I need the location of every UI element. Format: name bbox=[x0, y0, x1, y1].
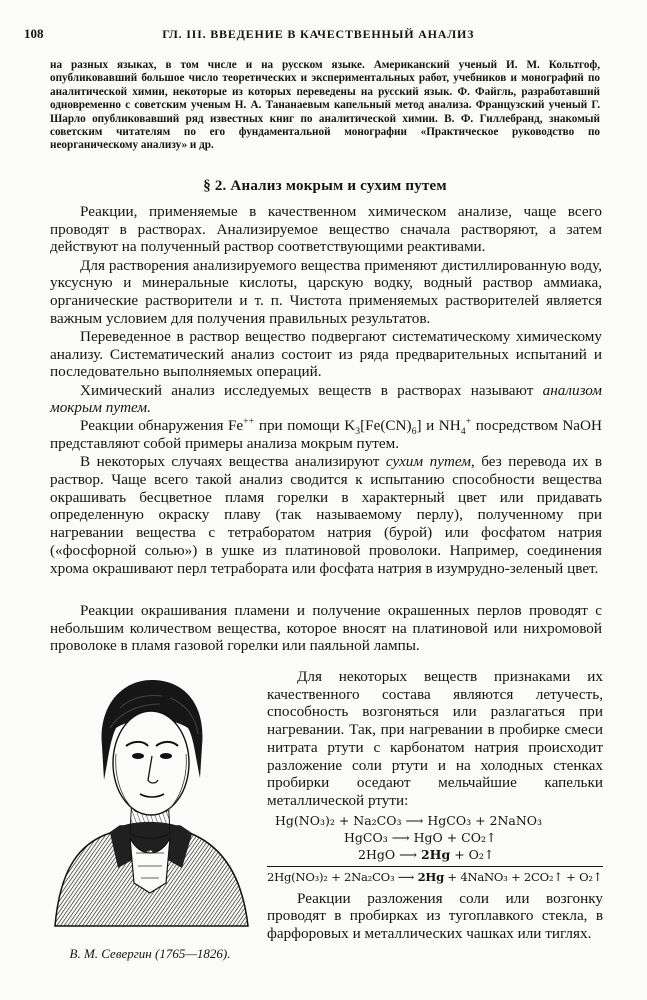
k-subscript: 3 bbox=[355, 426, 361, 438]
p5-part-b: при помощи K bbox=[254, 417, 356, 435]
page-number: 108 bbox=[24, 26, 44, 41]
left-eye bbox=[132, 753, 144, 759]
paragraph-5 bbox=[50, 417, 602, 452]
p5-part-e: посредством NaOH представляют собой примеры анализа мокрым путем. bbox=[50, 417, 602, 453]
sum-rule bbox=[267, 866, 603, 867]
nh4-charge: + bbox=[465, 416, 472, 428]
paragraph-1: Реакции, применяемые в качественном химическом анализе, чаще всего проводят в растворах. Анализируемое вещество сначала растворяют, а затем действуют на полученный раствор соответствующими реактивами. bbox=[50, 203, 602, 256]
eq3-right: + O₂↑ bbox=[450, 846, 495, 862]
eq4-right: + 4NaNO₃ + 2CO₂↑ + O₂↑ bbox=[443, 869, 603, 884]
equation-sum bbox=[267, 869, 603, 886]
equation-1: Hg(NO₃)₂ + Na₂CO₃ ⟶ HgCO₃ + 2NaNO₃ bbox=[275, 812, 543, 828]
eq4-mercury: 2Hg bbox=[417, 869, 444, 884]
eq3-mercury: 2Hg bbox=[420, 846, 451, 862]
page-header bbox=[24, 24, 623, 44]
intro-bibliography-paragraph: на разных языках, в том числе и на русском языке. Американский ученый И. М. Кольтгоф, опубликовавший большое число теоретических и экспериментальных работ, учебников и монографий по аналитической химии, некоторые из которых переведены на русский язык. Ф. Файгль, разработавший одновременно с советским ученым Н. А. Тананаевым капельный метод анализа. Французский ученый Г. Шарло опубликовавший ряд известных книг по аналитической химии. В. Ф. Гиллебранд, знакомый советским читателям по его фундаментальной монографии «Практическое руководство по неорганическому анализу» и др. bbox=[50, 59, 600, 152]
p5-part-a: Реакции обнаружения Fe bbox=[80, 417, 244, 435]
main-text bbox=[50, 203, 602, 577]
right-eye bbox=[160, 753, 172, 759]
cn-subscript: 6 bbox=[411, 426, 417, 438]
paragraph-9: Реакции разложения соли или возгонку проводят в пробирках из тугоплавкого стекла, в фарфоровых и металлических чашках или тиглях. bbox=[267, 889, 603, 943]
paragraph-2: Для растворения анализируемого вещества применяют дистиллированную воду, уксусную и минеральные кислоты, царскую водку, водный раствор аммиака, органические растворители и т. п. Чистота применяемых растворителей является важным условием для получения правильных результатов. bbox=[50, 256, 602, 327]
eq4-left: 2Hg(NO₃)₂ + 2Na₂CO₃ ⟶ bbox=[267, 869, 418, 884]
paragraph-4 bbox=[50, 382, 602, 417]
term-dry-analysis: сухим путем bbox=[385, 453, 471, 471]
right-column bbox=[267, 668, 603, 943]
paragraph-6-start: В некоторых случаях вещества анализируют bbox=[80, 453, 380, 471]
eq3-left: 2HgO ⟶ bbox=[358, 846, 421, 862]
nh4-subscript: 4 bbox=[460, 426, 466, 438]
equation-block bbox=[267, 812, 603, 886]
p5-part-c: [Fe(CN) bbox=[360, 417, 412, 435]
term-wet-analysis: анализом мокрым путем. bbox=[50, 381, 602, 417]
running-head: ГЛ. III. ВВЕДЕНИЕ В КАЧЕСТВЕННЫЙ АНАЛИЗ bbox=[162, 26, 475, 41]
equation-2: HgCO₃ ⟶ HgO + CO₂↑ bbox=[344, 829, 497, 845]
paragraph-4-text: Химический анализ исследуемых веществ в растворах называют bbox=[80, 381, 534, 399]
paragraph-7-text: Реакции окрашивания пламени и получение окрашенных перлов проводят с небольшим количеством вещества, которое вносят на платиновой или нихромовой проволоке в пламя газовой горелки или паяльной лампы. bbox=[50, 602, 602, 655]
portrait-caption bbox=[30, 946, 270, 962]
paragraph-6-rest: , без перевода их в раствор. Чаще всего такой анализ сводится к испытанию способности вещества окрашивать бесцветное пламя горелки в характерный цвет или придавать определенную окраску плаву (так называемому перлу), полученному при нагревании вещества с тетраборатом натрия (бурой) или фосфатом натрия («фосфорной солью») в ушке из платиновой проволоки. Например, соединения хрома окрашивают перл тетрабората или фосфата натрия в изумрудно-зеленый цвет. bbox=[50, 453, 603, 577]
portrait-engraving bbox=[50, 668, 250, 928]
paragraph-6 bbox=[50, 453, 602, 577]
section-title: § 2. Анализ мокрым и сухим путем bbox=[203, 178, 447, 194]
p5-part-d: ] и NH bbox=[416, 417, 461, 435]
paragraph-8: Для некоторых веществ признаками их качественного состава являются летучесть, способность возгоняться или разлагаться при нагревании. Так, при нагревании в пробирке смеси нитрата ртути с карбонатом натрия происходит разложение соли ртути и на холодных стенках пробирки оседают мельчайшие капельки металлической ртути: bbox=[267, 668, 603, 809]
fe-charge: ++ bbox=[243, 416, 255, 428]
caption-years: (1765—1826). bbox=[155, 946, 231, 961]
caption-name: В. М. Севергин bbox=[69, 946, 152, 961]
paragraph-7 bbox=[50, 602, 602, 655]
equation-3 bbox=[267, 846, 603, 863]
paragraph-3: Переведенное в раствор вещество подвергают систематическому химическому анализу. Систематический анализ состоит из ряда предварительных испытаний и последовательно выполняемых операций. bbox=[50, 327, 602, 381]
paragraph-7-block bbox=[50, 602, 602, 655]
portrait-image bbox=[50, 668, 250, 928]
